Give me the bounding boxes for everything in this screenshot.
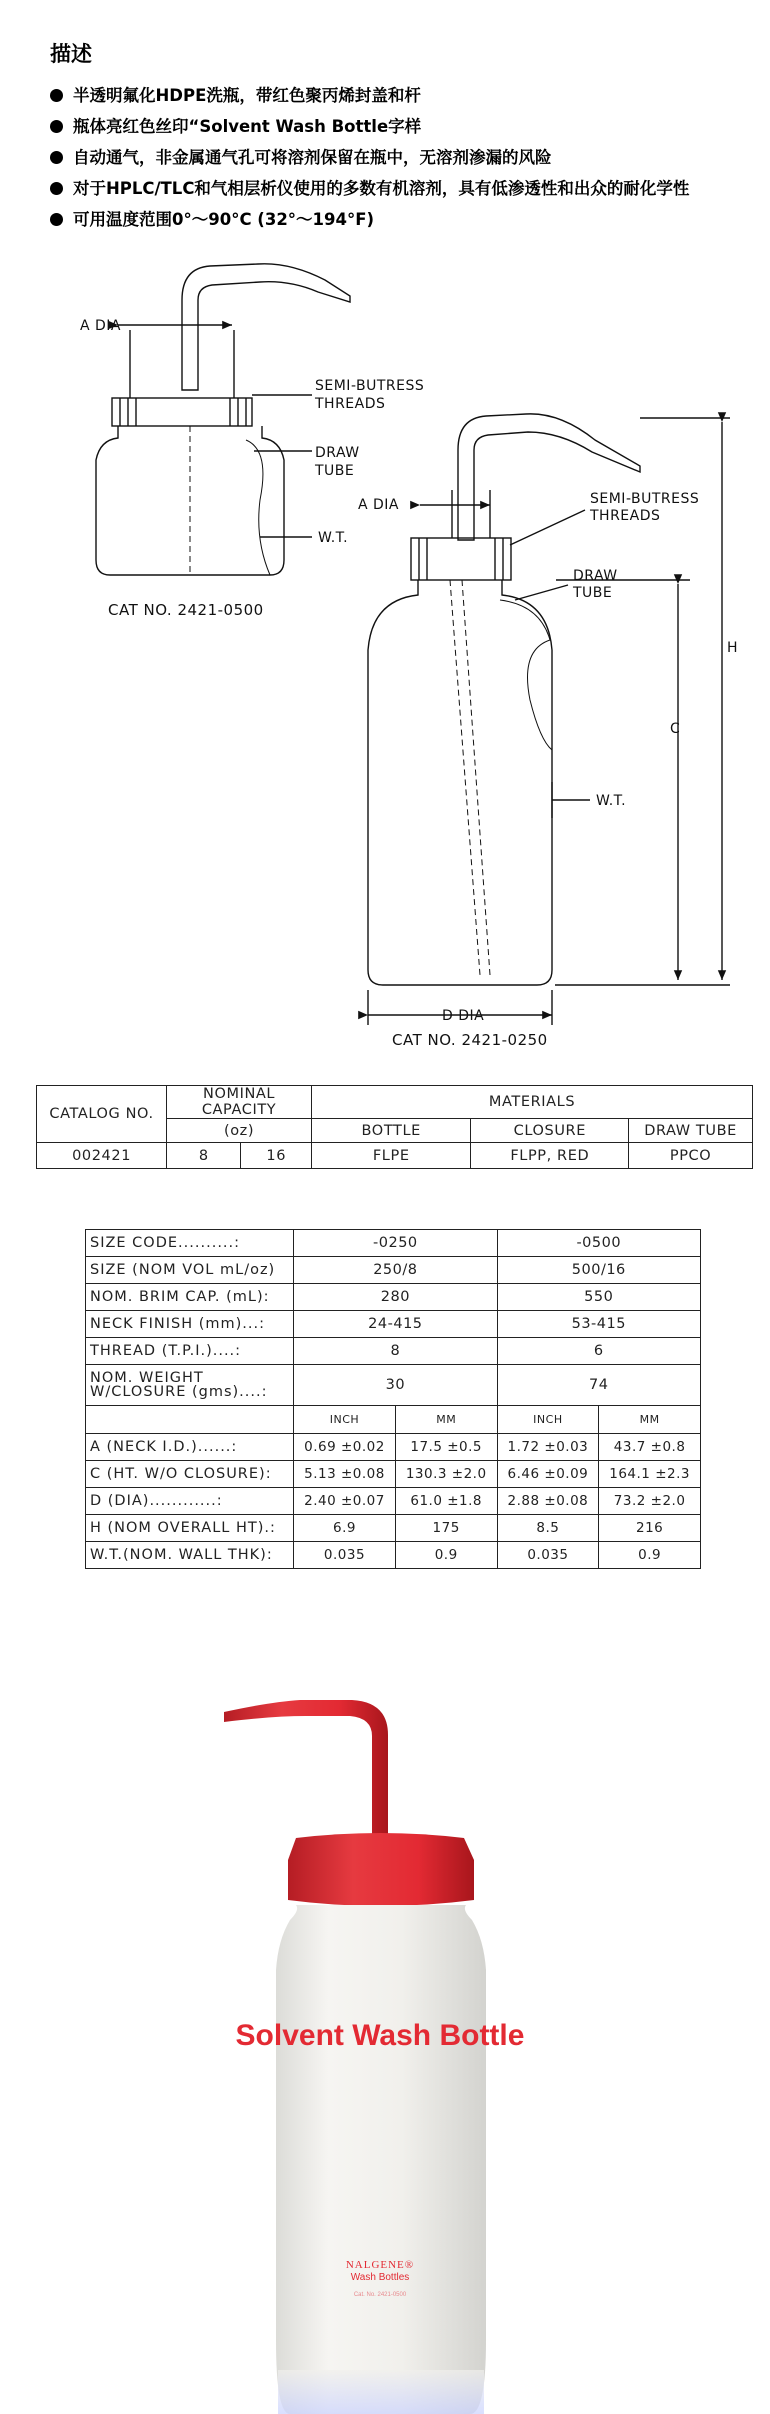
dim-row [86,1515,701,1542]
small-threads-label: SEMI-BUTRESS [315,378,425,394]
description-heading: 描述 [50,42,92,66]
draw-tube-header: DRAW TUBE [629,1119,753,1143]
catalog-number-cell: 002421 [37,1143,167,1169]
spec-row [86,1230,701,1257]
spec-label: NECK FINISH (mm)...: [86,1311,294,1338]
nominal-capacity-header: NOMINAL CAPACITY [167,1086,312,1119]
bottle-header: BOTTLE [312,1119,471,1143]
bullet-item [50,142,689,173]
closure-material-cell: FLPP, RED [471,1143,629,1169]
dim-value: 5.13 ±0.08 [294,1461,396,1488]
bullet-text: 对于HPLC/TLC和气相层析仪使用的多数有机溶剂，具有低渗透性和出众的耐化学性 [73,179,690,198]
dim-value: 61.0 ±1.8 [395,1488,497,1515]
large-wt-label: W.T. [596,793,627,809]
bullet-dot-icon [50,182,63,195]
draw-tube-material-cell: PPCO [629,1143,753,1169]
spec-row-weight [86,1365,701,1406]
spec-label: SIZE CODE..........: [86,1230,294,1257]
unit-blank [86,1406,294,1434]
spec-value: 53-415 [497,1311,700,1338]
dim-value: 0.9 [395,1542,497,1569]
small-a-dia-label: A DIA [80,318,122,334]
bullet-item [50,204,689,235]
technical-drawing [0,240,770,1060]
spec-row [86,1284,701,1311]
photo-cap [288,1833,474,1906]
photo-bottle-body [276,1905,486,2414]
spec-label [86,1365,294,1406]
unit-inch: INCH [497,1406,599,1434]
dim-row [86,1542,701,1569]
spec-label: THREAD (T.P.I.)....: [86,1338,294,1365]
dim-value: 8.5 [497,1515,599,1542]
bullet-text: 自动通气，非金属通气孔可将溶剂保留在瓶中，无溶剂渗漏的风险 [73,148,552,167]
large-threads-label-2: THREADS [590,508,661,524]
spec-value: 24-415 [294,1311,497,1338]
materials-header: MATERIALS [312,1086,753,1119]
spec-value: 250/8 [294,1257,497,1284]
bullet-text: 半透明氟化HDPE洗瓶，带红色聚丙烯封盖和杆 [73,86,421,105]
capacity-cell: 8 [167,1143,241,1169]
dim-value: 1.72 ±0.03 [497,1434,599,1461]
dim-value: 43.7 ±0.8 [599,1434,701,1461]
spec-value: 500/16 [497,1257,700,1284]
dim-label: D (DIA)............: [86,1488,294,1515]
photo-print-text: Solvent Wash Bottle [235,2019,525,2052]
large-c-label: C [670,721,681,737]
small-bottle-drawing [96,264,350,575]
dim-value: 0.035 [497,1542,599,1569]
dim-value: 6.9 [294,1515,396,1542]
large-h-label: H [727,640,739,656]
dim-value: 175 [395,1515,497,1542]
bullet-item [50,111,689,142]
small-draw-tube-label-2: TUBE [315,463,355,479]
bullet-item [50,173,689,204]
spec-value: 8 [294,1338,497,1365]
closure-header: CLOSURE [471,1119,629,1143]
dim-value: 0.9 [599,1542,701,1569]
product-photo [0,1660,770,2414]
dim-value: 0.69 ±0.02 [294,1434,396,1461]
dim-row [86,1434,701,1461]
bullet-text: 可用温度范围0°～90°C (32°～194°F) [73,210,375,229]
large-draw-tube-label: DRAW [573,568,618,584]
capacity-cell: 16 [241,1143,312,1169]
dim-row [86,1461,701,1488]
photo-small-print: Cat. No. 2421-0500 [353,2292,407,2298]
spec-value: 74 [497,1365,700,1406]
dim-value: 17.5 ±0.5 [395,1434,497,1461]
photo-brand-sub: Wash Bottles [350,2272,410,2283]
dim-label: H (NOM OVERALL HT).: [86,1515,294,1542]
large-a-dia-label: A DIA [358,497,400,513]
bullet-dot-icon [50,89,63,102]
catalog-no-header: CATALOG NO. [37,1086,167,1143]
photo-base-reflection [278,2370,484,2414]
small-threads-label-2: THREADS [315,396,386,412]
large-draw-tube-label-2: TUBE [573,585,613,601]
dim-value: 164.1 ±2.3 [599,1461,701,1488]
dim-value: 216 [599,1515,701,1542]
bullet-dot-icon [50,120,63,133]
dim-label: W.T.(NOM. WALL THK): [86,1542,294,1569]
dim-label: A (NECK I.D.)......: [86,1434,294,1461]
oz-header: (oz) [167,1119,312,1143]
spec-value: 30 [294,1365,497,1406]
bullet-dot-icon [50,151,63,164]
bullet-item [50,80,689,111]
spec-value: 280 [294,1284,497,1311]
small-draw-tube-label: DRAW [315,445,360,461]
bottle-material-cell: FLPE [312,1143,471,1169]
small-cat-no: CAT NO. 2421-0500 [108,601,264,619]
photo-nozzle [224,1700,388,1852]
dim-value: 2.88 ±0.08 [497,1488,599,1515]
spec-table [85,1229,701,1569]
small-wt-label: W.T. [318,530,349,546]
weight-label-line1: NOM. WEIGHT [90,1370,204,1386]
unit-mm: MM [599,1406,701,1434]
spec-value: 550 [497,1284,700,1311]
dim-row [86,1488,701,1515]
unit-inch: INCH [294,1406,396,1434]
unit-mm: MM [395,1406,497,1434]
spec-value: -0250 [294,1230,497,1257]
dim-value: 130.3 ±2.0 [395,1461,497,1488]
catalog-table [36,1085,753,1169]
spec-row [86,1311,701,1338]
dim-value: 0.035 [294,1542,396,1569]
large-d-dia-label: D DIA [442,1008,485,1024]
spec-value: -0500 [497,1230,700,1257]
spec-row [86,1338,701,1365]
large-cat-no: CAT NO. 2421-0250 [392,1031,548,1049]
description-bullet-list [50,80,689,235]
unit-row [86,1406,701,1434]
spec-label: SIZE (NOM VOL mL/oz) [86,1257,294,1284]
bullet-dot-icon [50,213,63,226]
large-threads-label: SEMI-BUTRESS [590,491,700,507]
spec-label: NOM. BRIM CAP. (mL): [86,1284,294,1311]
photo-brand: NALGENE® [345,2259,415,2271]
dim-value: 73.2 ±2.0 [599,1488,701,1515]
bullet-text: 瓶体亮红色丝印“Solvent Wash Bottle字样 [73,117,422,136]
weight-label-line2: W/CLOSURE (gms)....: [90,1384,268,1400]
dim-value: 6.46 ±0.09 [497,1461,599,1488]
spec-row [86,1257,701,1284]
dim-value: 2.40 ±0.07 [294,1488,396,1515]
dim-label: C (HT. W/O CLOSURE): [86,1461,294,1488]
spec-value: 6 [497,1338,700,1365]
